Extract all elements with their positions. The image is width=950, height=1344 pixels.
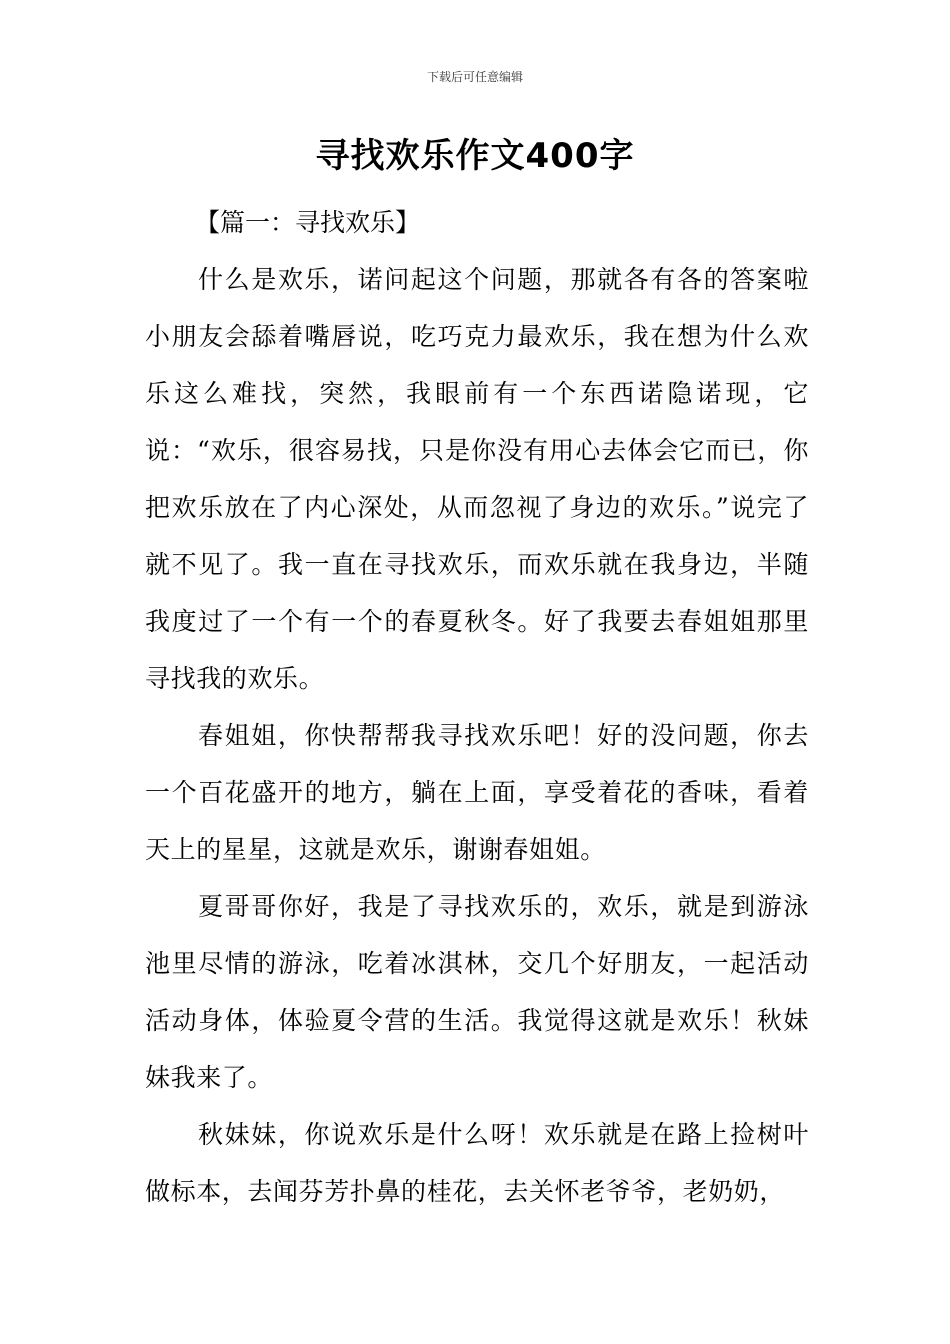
paragraph-3: 夏哥哥你好，我是了寻找欢乐的，欢乐，就是到游泳池里尽情的游泳，吃着冰淇林，交几个好朋友，一起活动活动身体，体验夏令营的生活。我觉得这就是欢乐！秋妹妹我来了。 — [145, 892, 809, 1092]
paragraph-4: 秋妹妹，你说欢乐是什么呀！欢乐就是在路上捡树叶做标本，去闻芬芳扑鼻的桂花，去关怀老爷爷，老奶奶， — [145, 1120, 809, 1206]
header-note: 下载后可任意编辑 — [426, 70, 523, 84]
paragraph-1: 什么是欢乐，诺问起这个问题，那就各有各的答案啦小朋友会舔着嘴唇说，吃巧克力最欢乐，我在想为什么欢乐这么难找，突然，我眼前有一个东西诺隐诺现，它说：“欢乐，很容易找，只是你没有用心去体会它而已，你把欢乐放在了内心深处，从而忽视了身边的欢乐。”说完了就不见了。我一直在寻找欢乐，而欢乐就在我身边，半随我度过了一个有一个的春夏秋冬。好了我要去春姐姐那里寻找我的欢乐。 — [145, 265, 809, 693]
document-title: 寻找欢乐作文400字 — [315, 136, 635, 176]
document-body — [145, 194, 809, 1220]
paragraph-2: 春姐姐，你快帮帮我寻找欢乐吧！好的没问题，你去一个百花盛开的地方，躺在上面，享受着花的香味，看着天上的星星，这就是欢乐，谢谢春姐姐。 — [145, 721, 809, 864]
section-label: 【篇一：寻找欢乐】 — [195, 208, 421, 237]
